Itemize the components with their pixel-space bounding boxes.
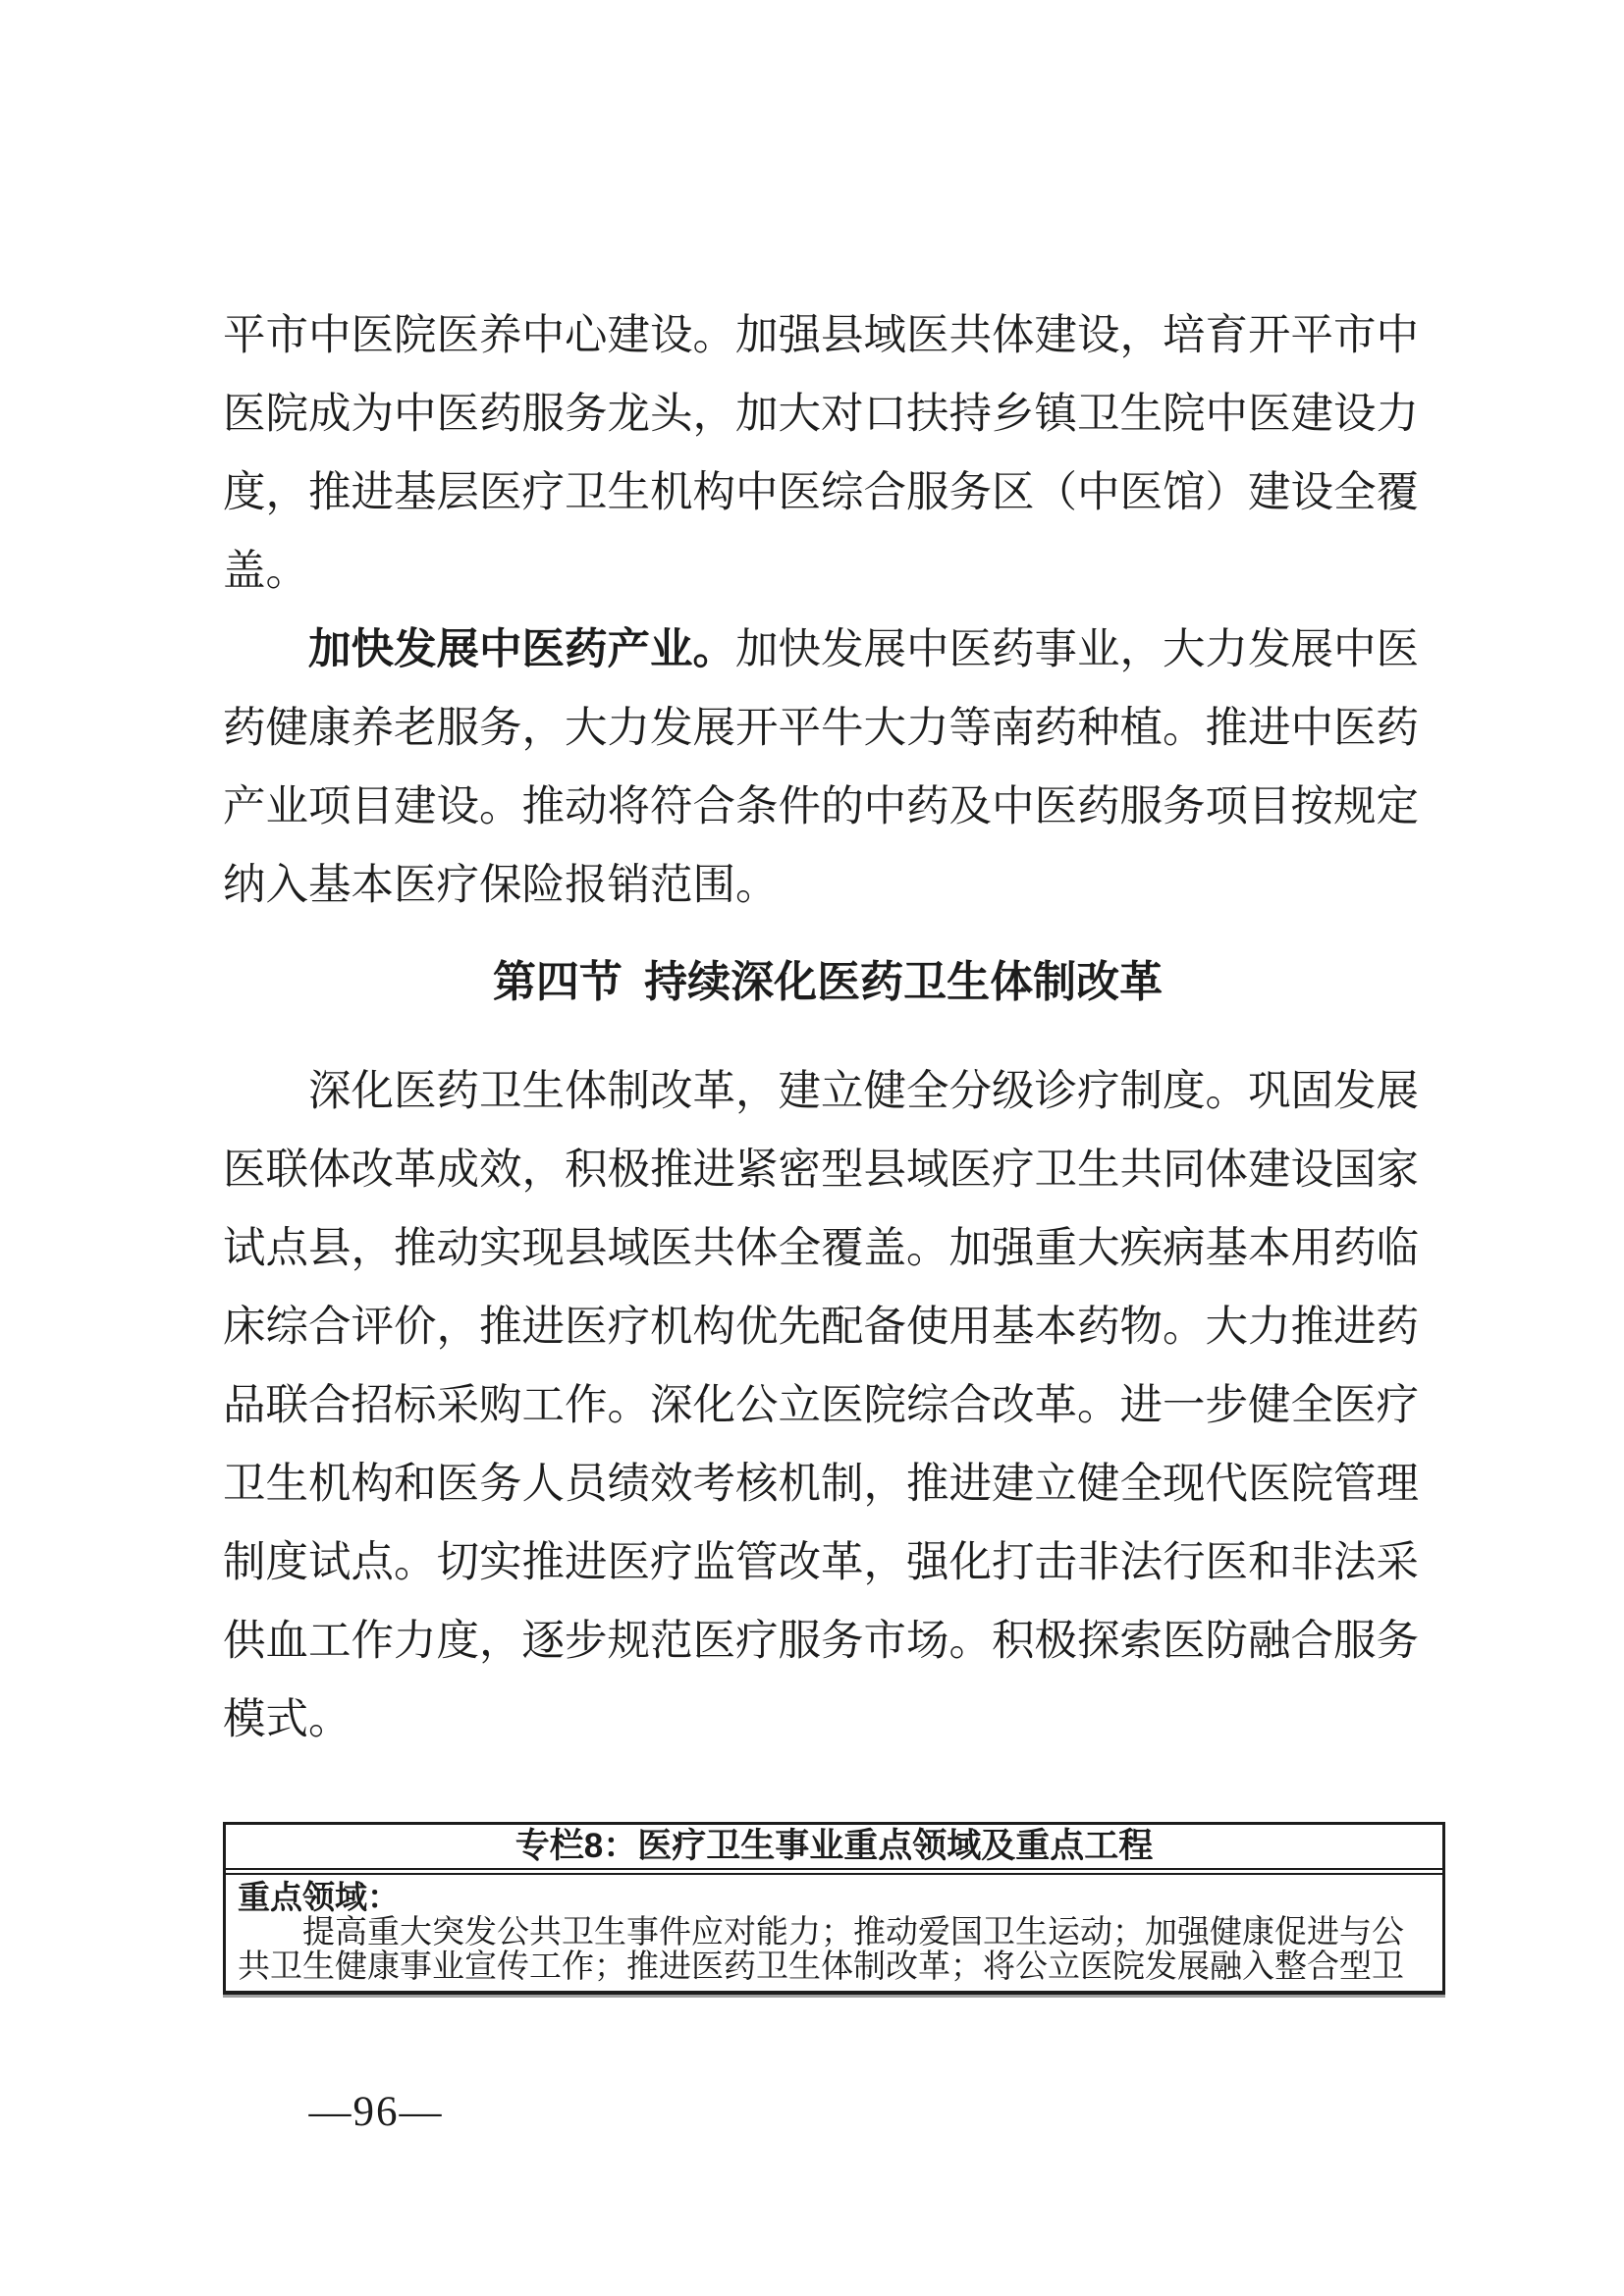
body-text-line: 产业项目建设。推动将符合条件的中药及中医药服务项目按规定 bbox=[223, 783, 1419, 830]
page-number: —96— bbox=[308, 2089, 444, 2135]
body-text-line: 医院成为中医药服务龙头，加大对口扶持乡镇卫生院中医建设力 bbox=[223, 391, 1419, 438]
body-text-line: 模式。 bbox=[223, 1696, 352, 1743]
body-text-line: 纳入基本医疗保险报销范围。 bbox=[223, 862, 779, 909]
body-text: 加快发展中医药事业，大力发展中医 bbox=[735, 626, 1419, 673]
paragraph-health-reform bbox=[223, 1052, 1433, 1759]
panel-divider bbox=[226, 1868, 1442, 1875]
paragraph-continued bbox=[223, 296, 1433, 611]
paragraph-lead-bold: 加快发展中医药产业。 bbox=[308, 626, 735, 673]
body-text-line: 药健康养老服务，大力发展开平牛大力等南药种植。推进中医药 bbox=[223, 705, 1419, 752]
body-text-line: 供血工作力度，逐步规范医疗服务市场。积极探索医防融合服务 bbox=[223, 1618, 1419, 1665]
body-text-line: 深化医药卫生体制改革，建立健全分级诊疗制度。巩固发展 bbox=[308, 1068, 1419, 1115]
panel-text-line: 共卫生健康事业宣传工作；推进医药卫生体制改革；将公立医院发展融入整合型卫 bbox=[238, 1949, 1404, 1985]
paragraph-tcm-industry bbox=[223, 611, 1433, 925]
body-text-line: 试点县，推动实现县域医共体全覆盖。加强重大疾病基本用药临 bbox=[223, 1225, 1419, 1272]
body-text-line: 卫生机构和医务人员绩效考核机制，推进建立健全现代医院管理 bbox=[223, 1461, 1419, 1508]
body-text-line: 制度试点。切实推进医疗监管改革，强化打击非法行医和非法采 bbox=[223, 1539, 1419, 1586]
panel-title: 专栏8：医疗卫生事业重点领域及重点工程 bbox=[514, 1827, 1154, 1865]
body-text-line: 医联体改革成效，积极推进紧密型县域医疗卫生共同体建设国家 bbox=[223, 1147, 1419, 1194]
body-text-line: 品联合招标采购工作。深化公立医院综合改革。进一步健全医疗 bbox=[223, 1382, 1419, 1429]
body-text-line: 平市中医院医养中心建设。加强县域医共体建设，培育开平市中 bbox=[223, 312, 1419, 359]
body-text-line: 度，推进基层医疗卫生机构中医综合服务区（中医馆）建设全覆 bbox=[223, 469, 1419, 516]
section-heading: 第四节 持续深化医药卫生体制改革 bbox=[492, 958, 1164, 1006]
column-panel-8 bbox=[223, 1822, 1445, 1995]
body-text-line: 床综合评价，推进医疗机构优先配备使用基本药物。大力推进药 bbox=[223, 1304, 1419, 1351]
body-text-line: 盖。 bbox=[223, 548, 308, 595]
panel-body bbox=[226, 1875, 1442, 1991]
panel-section-label: 重点领域： bbox=[238, 1879, 400, 1915]
panel-text-line: 提高重大突发公共卫生事件应对能力；推动爱国卫生运动；加强健康促进与公 bbox=[302, 1915, 1404, 1950]
body-text-line bbox=[223, 611, 1433, 689]
